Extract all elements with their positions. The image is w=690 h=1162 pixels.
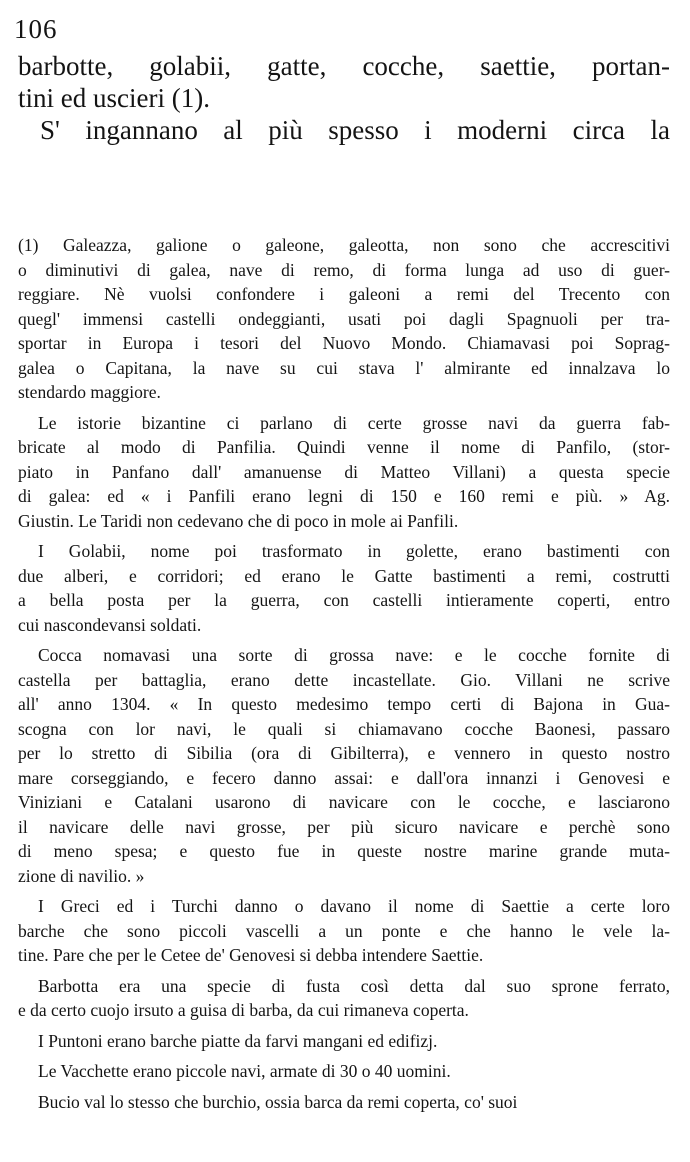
footnote-line: o diminutivi di galea, nave di remo, di forma lunga ad uso di guer- [18,259,670,280]
footnote-paragraph [18,1029,670,1054]
footnote-line: per lo stretto di Sibilia (ora di Gibilterra), e vennero in questo nostro [18,743,670,763]
footnote-line: di galea: ed « i Panfili erano legni di 150 e 160 remi e più. » Ag. [18,486,670,506]
main-text-line: barbotte, golabii, gatte, cocche, saettie, portan- [18,51,670,81]
footnote-paragraph [18,894,670,968]
footnote-line: castella per battaglia, erano dette incastellate. Gio. Villani ne scrive [18,669,670,690]
footnote-line: scogna con lor navi, le quali si chiamavano cocche Baonesi, passaro [18,718,670,739]
footnote-line: cui nascondevansi soldati. [18,614,202,635]
page-number: 106 [14,14,58,44]
footnote-line: Le istorie bizantine ci parlano di certe grosse navi da guerra fab- [38,412,670,433]
main-text-line: S' ingannano al più spesso i moderni circa la [40,115,670,145]
footnote-line: Giustin. Le Taridi non cedevano che di poco in mole ai Panfili. [18,510,459,531]
footnotes [18,233,670,1114]
footnote-line: barche che sono piccoli vascelli a un ponte e che hanno le vele la- [18,920,670,941]
footnote-line: galea o Capitana, la nave su cui stava l' almirante ed innalzava lo [18,357,670,378]
footnote-line: due alberi, e corridori; ed erano le Gatte bastimenti a remi, costrutti [18,565,670,586]
main-text-line: tini ed uscieri (1). [18,83,210,113]
footnote-paragraph [18,1059,670,1084]
footnote-line: tine. Pare che per le Cetee de' Genovesi si debba intendere Saettie. [18,945,484,965]
footnote-paragraph [18,233,670,405]
footnote-line: stendardo maggiore. [18,382,161,402]
footnote-paragraph [18,974,670,1023]
footnote-line: di meno spesa; e questo fue in queste nostre marine grande muta- [18,841,670,861]
footnote-line: Le Vacchette erano piccole navi, armate di 30 o 40 uomini. [38,1061,451,1081]
footnote-line: sportar in Europa i tesori del Nuovo Mondo. Chiamavasi poi Soprag- [18,333,670,353]
footnote-line: quegl' immensi castelli ondeggianti, usati poi dagli Spagnuoli per tra- [18,308,670,329]
footnote-line: piato in Panfano dall' amanuense di Matteo Villani) a questa specie [18,461,670,482]
footnote-line: il navicare delle navi grosse, per più sicuro navicare e perchè sono [18,816,670,837]
footnote-paragraph [18,643,670,888]
footnote-line: Cocca nomavasi una sorte di grossa nave: e le cocche fornite di [38,645,670,665]
footnote-line: bricate al modo di Panfilia. Quindi venne il nome di Panfilo, (stor- [18,437,670,457]
footnote-line: Barbotta era una specie di fusta così detta dal suo sprone ferrato, [38,975,670,996]
footnote-line: Viniziani e Catalani usarono di navicare con le cocche, e lasciarono [18,792,670,812]
main-text [18,50,670,146]
footnote-line: e da certo cuojo irsuto a guisa di barba, da cui rimaneva coperta. [18,1000,469,1020]
footnote-line: mare corseggiando, e fecero danno assai: e dall'ora innanzi i Genovesi e [18,767,670,788]
footnote-line: I Greci ed i Turchi danno o davano il nome di Saettie a certe loro [38,896,670,916]
footnote-line: reggiare. Nè vuolsi confondere i galeoni a remi del Trecento con [18,284,670,304]
footnote-line: Bucio val lo stesso che burchio, ossia barca da remi coperta, co' suoi [38,1091,518,1112]
footnote-line: I Golabii, nome poi trasformato in golette, erano bastimenti con [38,541,670,561]
footnote-line: a bella posta per la guerra, con castelli intieramente coperti, entro [18,590,670,610]
footnote-paragraph [18,539,670,637]
footnote-paragraph [18,411,670,534]
footnote-line: zione di navilio. » [18,865,145,886]
footnote-line: (1) Galeazza, galione o galeone, galeotta, non sono che accrescitivi [18,235,670,255]
footnote-line: I Puntoni erano barche piatte da farvi mangani ed edifizj. [38,1030,438,1051]
footnote-paragraph [18,1090,670,1115]
footnote-line: all' anno 1304. « In questo medesimo tempo certi di Bajona in Gua- [18,694,670,714]
